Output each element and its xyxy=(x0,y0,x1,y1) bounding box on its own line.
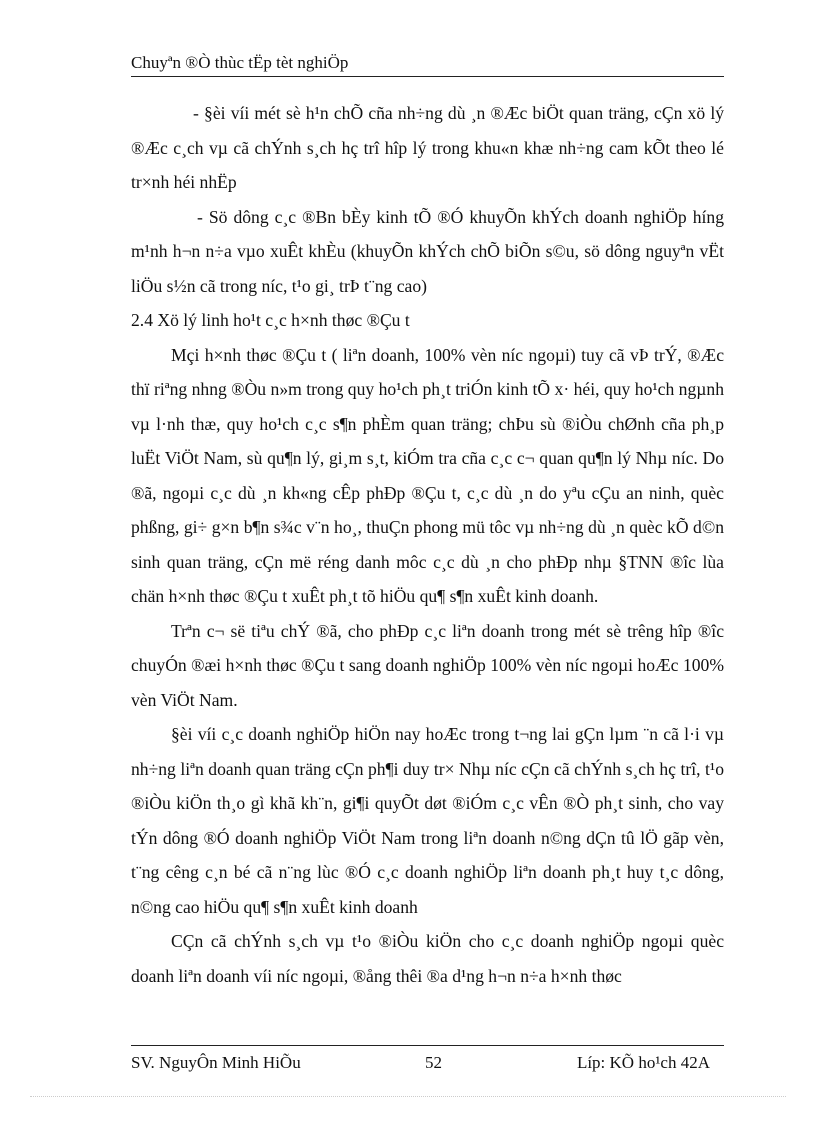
footer-author: SV. NguyÔn Minh HiÕu xyxy=(131,1053,301,1072)
page-bottom-divider xyxy=(30,1096,786,1097)
section-heading: 2.4 Xö lý linh ho¹t c¸c h×nh thøc ®Çu t xyxy=(131,310,410,330)
paragraph-bullet-2: - Sö dông c¸c ®Bn bÈy kinh tÕ ®Ó khuyÕn khÝch doanh nghiÖp híng m¹nh h¬n n÷a vµo xuÊt khÈu (khuyÕn khÝch chÕ biÕn s©u, sö dông nguyªn vËt liÖu s½n cã trong níc, t¹o gi¸ trÞ t¨ng cao) xyxy=(131,206,724,296)
paragraph-4: CÇn cã chÝnh s¸ch vµ t¹o ®iÒu kiÖn cho c¸c doanh nghiÖp ngoµi quèc doanh liªn doanh víi níc ngoµi, ®ång thêi ®a d¹ng h¬n n÷a h×nh thøc xyxy=(131,931,724,986)
footer-class-info: Líp: KÕ ho¹ch 42A xyxy=(576,1053,710,1072)
page-footer xyxy=(131,1045,724,1072)
paragraph-bullet-1: - §èi víi mét sè h¹n chÕ cña nh÷ng dù ¸n ®Æc biÖt quan träng, cÇn xö lý ®Æc c¸ch vµ cã chÝnh s¸ch hç trî hîp lý trong khu«n khæ nh÷ng cam kÕt theo lé tr×nh héi nhËp xyxy=(131,103,724,192)
paragraph-3: §èi víi c¸c doanh nghiÖp hiÖn nay hoÆc trong t¬ng lai gÇn lµm ¨n cã l·i vµ nh÷ng liªn doanh quan träng cÇn ph¶i duy tr× Nhµ níc cÇn cã chÝnh s¸ch hç trî, t¹o ®iÒu kiÖn th¸o gì khã kh¨n, gi¶i quyÕt døt ®iÓm c¸c vÊn ®Ò ph¸t sinh, cho vay tÝn dông ®Ó doanh nghiÖp ViÖt Nam trong liªn doanh n©ng dÇn tû lÖ gãp vèn, t¨ng cêng c¸n bé cã n¨ng lùc ®Ó c¸c doanh nghiÖp liªn doanh ph¸t huy t¸c dông, n©ng cao hiÖu qu¶ s¶n xuÊt kinh doanh xyxy=(131,724,724,917)
paragraph-2: Trªn c¬ së tiªu chÝ ®ã, cho phÐp c¸c liªn doanh trong mét sè trêng hîp ®îc chuyÓn ®æi h×nh thøc ®Çu t sang doanh nghiÖp 100% vèn níc ngoµi hoÆc 100% vèn ViÖt Nam. xyxy=(131,620,724,710)
paragraph-1: Mçi h×nh thøc ®Çu t ( liªn doanh, 100% vèn níc ngoµi) tuy cã vÞ trÝ, ®Æc thï riªng nhng ®Òu n»m trong quy ho¹ch ph¸t triÓn kinh tÕ x· héi, quy ho¹ch ngµnh vµ l·nh thæ, quy ho¹ch c¸c s¶n phÈm quan träng; chÞu sù ®iÒu chØnh cña ph¸p luËt ViÖt Nam, sù qu¶n lý, gi¸m s¸t, kiÓm tra cña c¸c c¬ quan qu¶n lý Nhµ níc. Do ®ã, ngoµi c¸c dù ¸n kh«ng cÊp phÐp ®Çu t, c¸c dù ¸n do yªu cÇu an ninh, quèc phßng, gi÷ g×n b¶n s¾c v¨n ho¸, thuÇn phong mü tôc vµ nh÷ng dù ¸n quèc kÕ d©n sinh quan träng, cÇn më réng danh môc c¸c dù ¸n cho phÐp nhµ §TNN ®îc lùa chän h×nh thøc ®Çu t xuÊt ph¸t tõ hiÖu qu¶ s¶n xuÊt kinh doanh. xyxy=(131,344,724,606)
document-body xyxy=(131,96,724,993)
header-title: Chuyªn ®Ò thùc tËp tèt nghiÖp xyxy=(131,53,349,72)
page-number: 52 xyxy=(425,1053,442,1072)
page-header xyxy=(131,52,724,77)
